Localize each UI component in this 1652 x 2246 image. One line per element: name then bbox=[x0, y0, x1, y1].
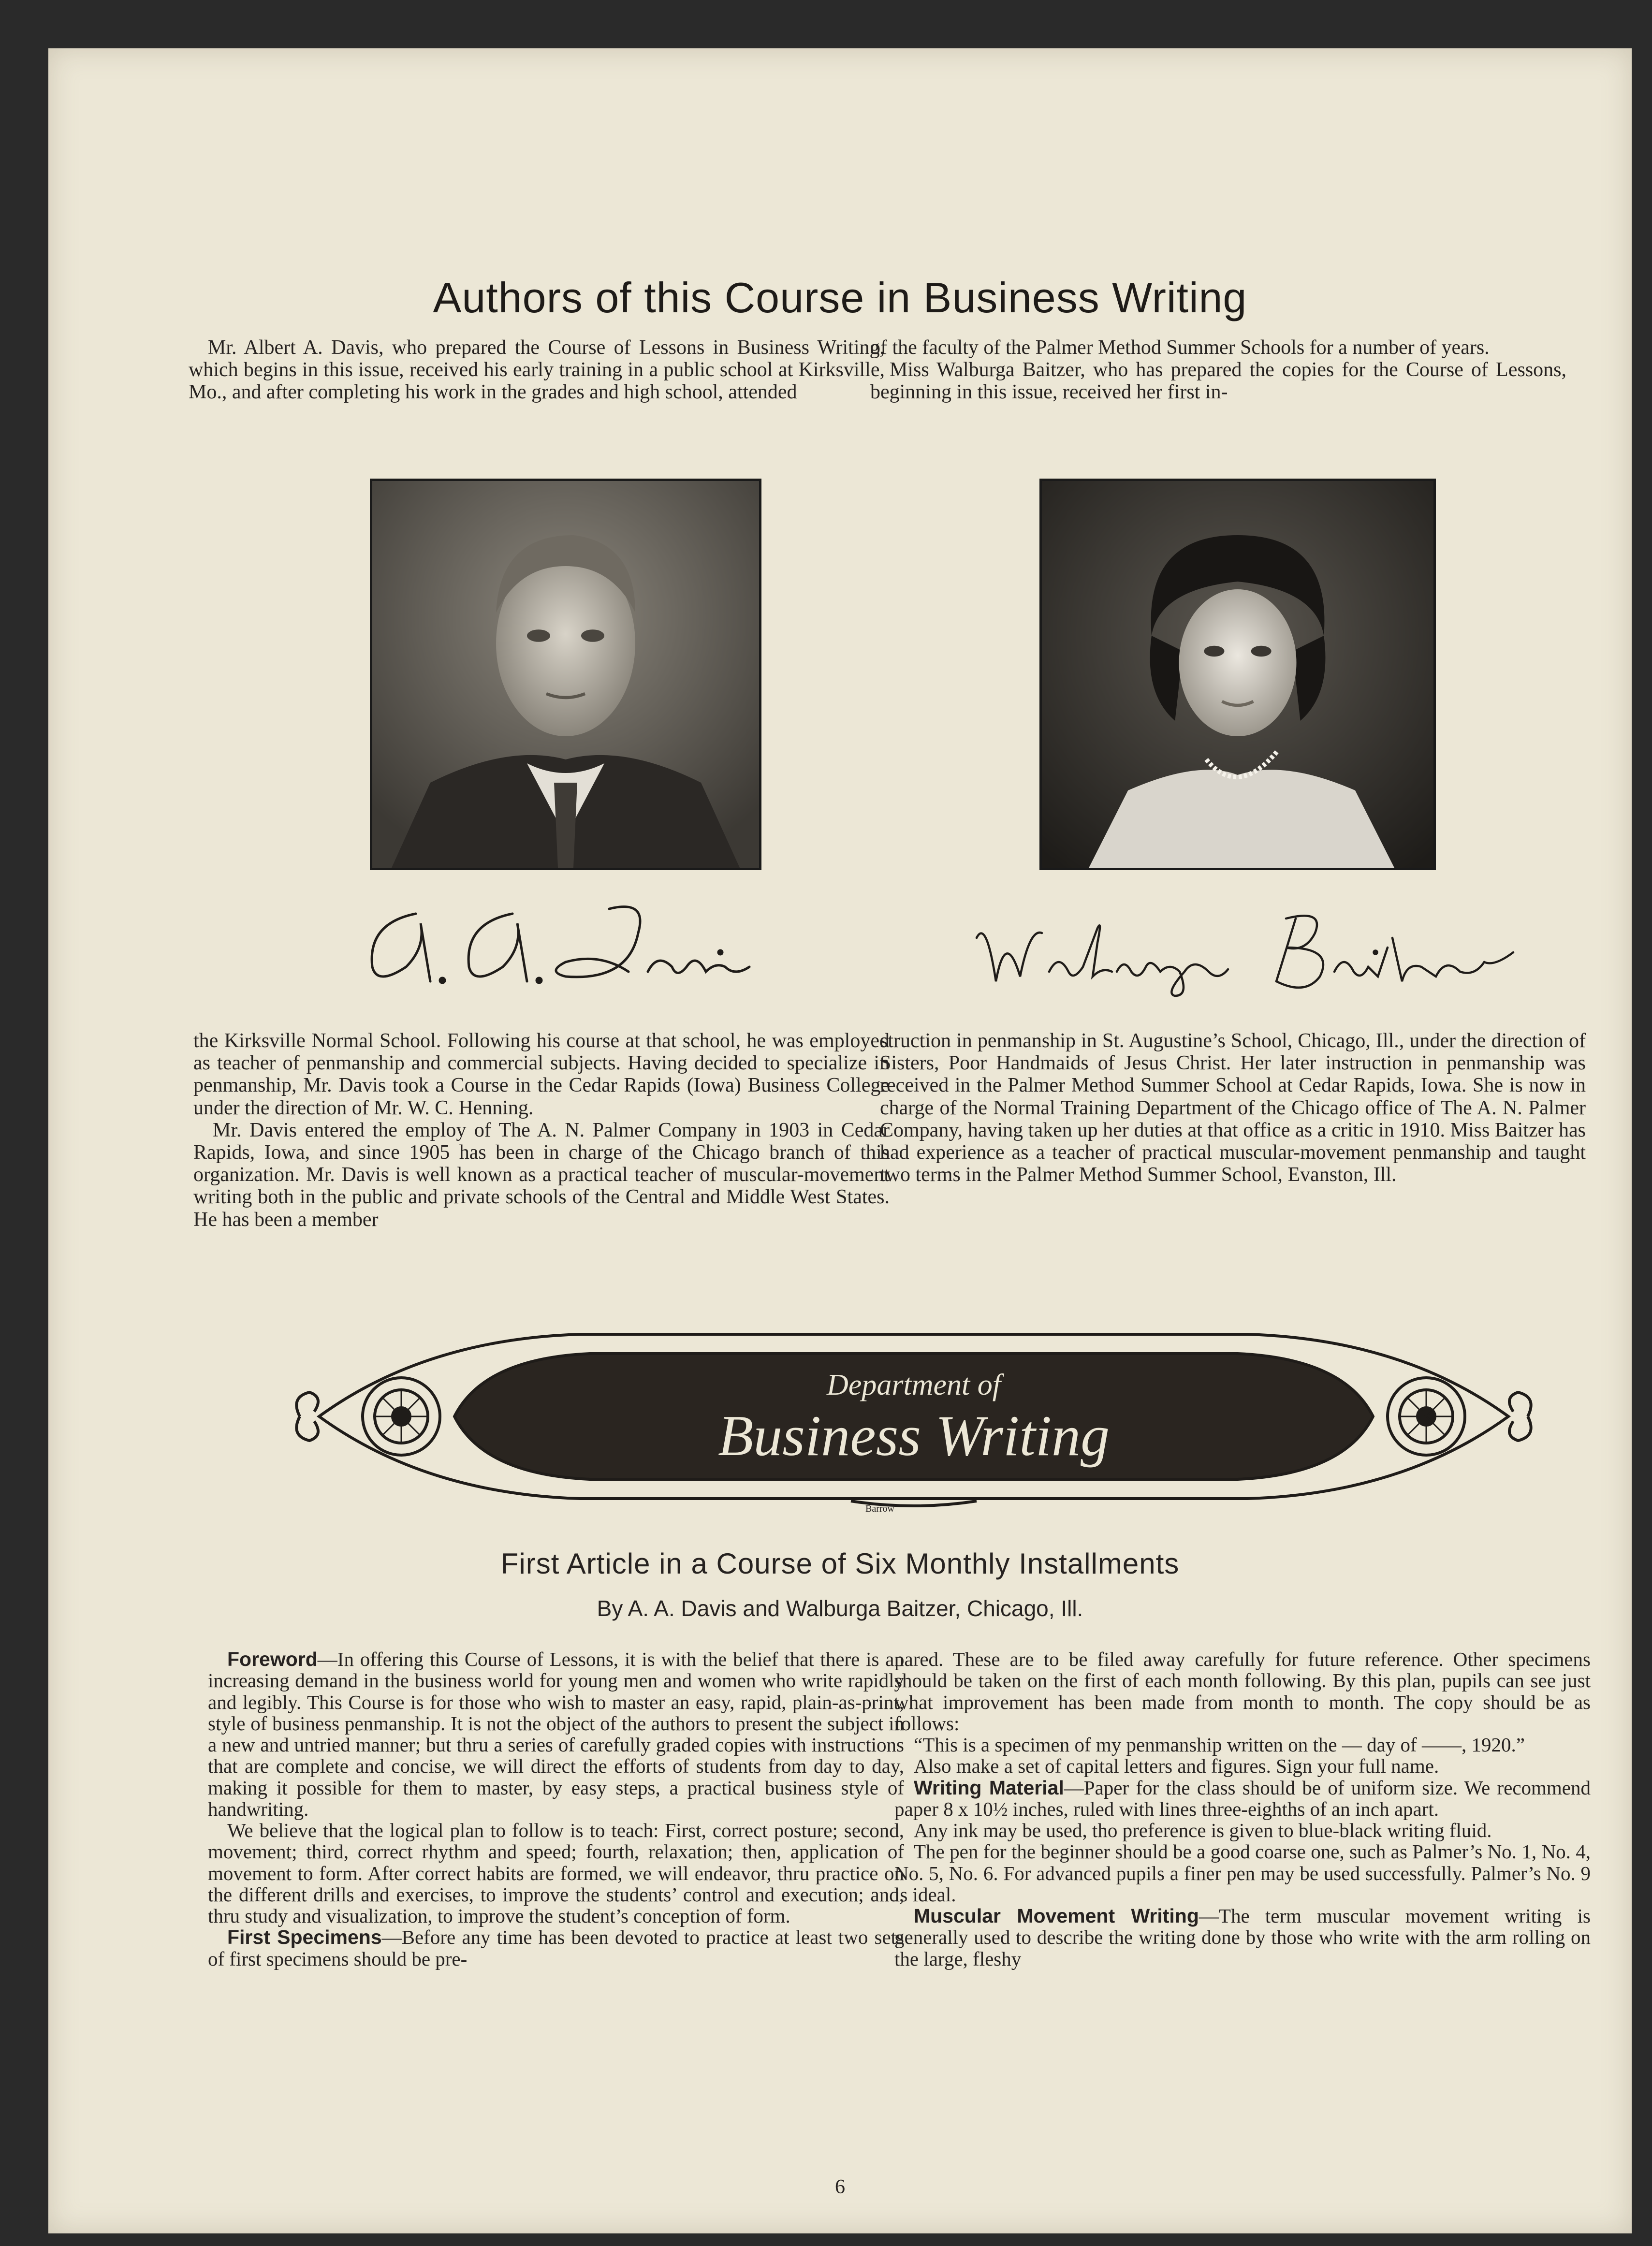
intro-baitzer-paragraph: Miss Walburga Baitzer, who has prepared the copies for the Course of Lessons, beginning in this issue, received her first in- bbox=[870, 359, 1566, 404]
pen-paragraph: The pen for the beginner should be a good coarse one, such as Palmer’s No. 1, No. 4, No. 5, No. 6. For advanced pupils a finer pen may be used successfully. Palmer’s No. 9 is ideal. bbox=[894, 1840, 1591, 1906]
baitzer-portrait-photo bbox=[1039, 479, 1436, 870]
first-specimens-paragraph bbox=[208, 1926, 904, 1969]
foreword-lead: Foreword bbox=[227, 1648, 318, 1670]
department-banner bbox=[280, 1315, 1547, 1518]
baitzer-signature bbox=[957, 899, 1552, 1001]
logical-plan-paragraph: We believe that the logical plan to follow is to teach: First, correct posture; second, movement; third, correct rhythm and speed; fourth, relaxation; then, application of movement to form. After correct habits are formed, we will endeavor, thru practice on the different drills and exercises, to improve the students’ control and execution; and, thru study and visualization, to improve the student’s conception of form. bbox=[208, 1819, 904, 1927]
banner-line-1: Department of bbox=[827, 1369, 1001, 1401]
bio-davis-paragraph-1: the Kirksville Normal School. Following his course at that school, he was employed as teacher of penmanship and commercial subjects. Having decided to specialize in penmanship, Mr. Davis took a Course in the Cedar Rapids (Iowa) Business College under the direction of Mr. W. C. Henning. bbox=[193, 1030, 890, 1119]
article-right-column bbox=[894, 1648, 1591, 1969]
intro-left-column bbox=[189, 336, 885, 404]
article-byline: By A. A. Davis and Walburga Baitzer, Chicago, Ill. bbox=[597, 1596, 1083, 1621]
foreword-text: —In offering this Course of Lessons, it is with the belief that there is an increasing demand in the business world for young men and women who write rapidly and legibly. This Course is for those who wish to master an easy, rapid, plain-as-print, style of business penmanship. It is not the object of the authors to present the subject in a new and untried manner; but thru a series of carefully graded copies with instructions that are complete and concise, we will direct the efforts of students from day to day, making it possible for them to master, by easy steps, a practical business style of handwriting. bbox=[208, 1648, 904, 1820]
davis-signature bbox=[338, 894, 798, 1001]
muscular-movement-lead: Muscular Movement Writing bbox=[914, 1905, 1199, 1927]
page-title: Authors of this Course in Business Writing bbox=[433, 274, 1247, 321]
davis-portrait-photo bbox=[370, 479, 761, 870]
article-subtitle: First Article in a Course of Six Monthly Installments bbox=[500, 1547, 1180, 1580]
bio-davis-paragraph-2: Mr. Davis entered the employ of The A. N. Palmer Company in 1903 in Cedar Rapids, Iowa, and since 1905 has been in charge of the Chicago branch of this organization. Mr. Davis is well known as a practical teacher of muscular-movement writing both in the public and private schools of the Central and Middle West States. He has been a member bbox=[193, 1119, 890, 1231]
writing-material-text: —Paper for the class should be of uniform size. We recommend paper 8 x 10½ inches, ruled with lines three-eighths of an inch apart. bbox=[894, 1776, 1591, 1820]
page-number: 6 bbox=[835, 2176, 845, 2198]
capitals-paragraph: Also make a set of capital letters and figures. Sign your full name. bbox=[914, 1755, 1439, 1778]
bio-baitzer-paragraph: struction in penmanship in St. Augustine’s School, Chicago, Ill., under the direction of Sisters, Poor Handmaids of Jesus Christ. Her later instruction in penmanship was received in the Palmer Method Summer School at Cedar Rapids, Iowa. She is now in charge of the Normal Training Department of the Chicago office of The A. N. Palmer Company, having taken up her duties at that office as a critic in 1910. Miss Baitzer has had experience as a teacher of practical muscular-movement penmanship and taught two terms in the Palmer Method Summer School, Evanston, Ill. bbox=[880, 1030, 1586, 1186]
first-specimens-lead: First Specimens bbox=[227, 1926, 382, 1949]
banner-line-2: Business Writing bbox=[717, 1403, 1110, 1468]
ink-paragraph: Any ink may be used, tho preference is given to blue-black writing fluid. bbox=[914, 1819, 1492, 1842]
article-left-column bbox=[208, 1648, 904, 1969]
writing-material-lead: Writing Material bbox=[914, 1776, 1064, 1799]
specimens-continued-paragraph: pared. These are to be filed away carefully for future reference. Other specimens should be taken on the first of each month following. By this plan, pupils can see just what improvement has been made from month to month. The copy should be as follows: bbox=[894, 1648, 1591, 1735]
bio-baitzer-column bbox=[880, 1030, 1586, 1186]
intro-davis-continued: of the faculty of the Palmer Method Summer Schools for a number of years. bbox=[870, 336, 1490, 359]
magazine-page bbox=[48, 48, 1632, 2233]
intro-right-column bbox=[870, 336, 1566, 404]
writing-material-paragraph bbox=[894, 1777, 1591, 1820]
banner-artist-credit: Barrow bbox=[865, 1503, 894, 1514]
muscular-movement-text: —The term muscular movement writing is generally used to describe the writing done by those who write with the arm rolling on the large, fleshy bbox=[894, 1905, 1591, 1970]
foreword-paragraph bbox=[208, 1648, 904, 1820]
muscular-movement-paragraph bbox=[894, 1905, 1591, 1969]
bleed-through-text bbox=[242, 116, 1547, 160]
first-specimens-text: —Before any time has been devoted to practice at least two sets of first specimens should be pre- bbox=[208, 1926, 904, 1970]
specimen-quote: “This is a specimen of my penmanship written on the — day of ——, 1920.” bbox=[914, 1734, 1525, 1756]
bio-davis-column bbox=[193, 1030, 890, 1231]
intro-davis-paragraph: Mr. Albert A. Davis, who prepared the Course of Lessons in Business Writing, which begins in this issue, received his early training in a public school at Kirksville, Mo., and after completing his work in the grades and high school, attended bbox=[189, 336, 885, 404]
